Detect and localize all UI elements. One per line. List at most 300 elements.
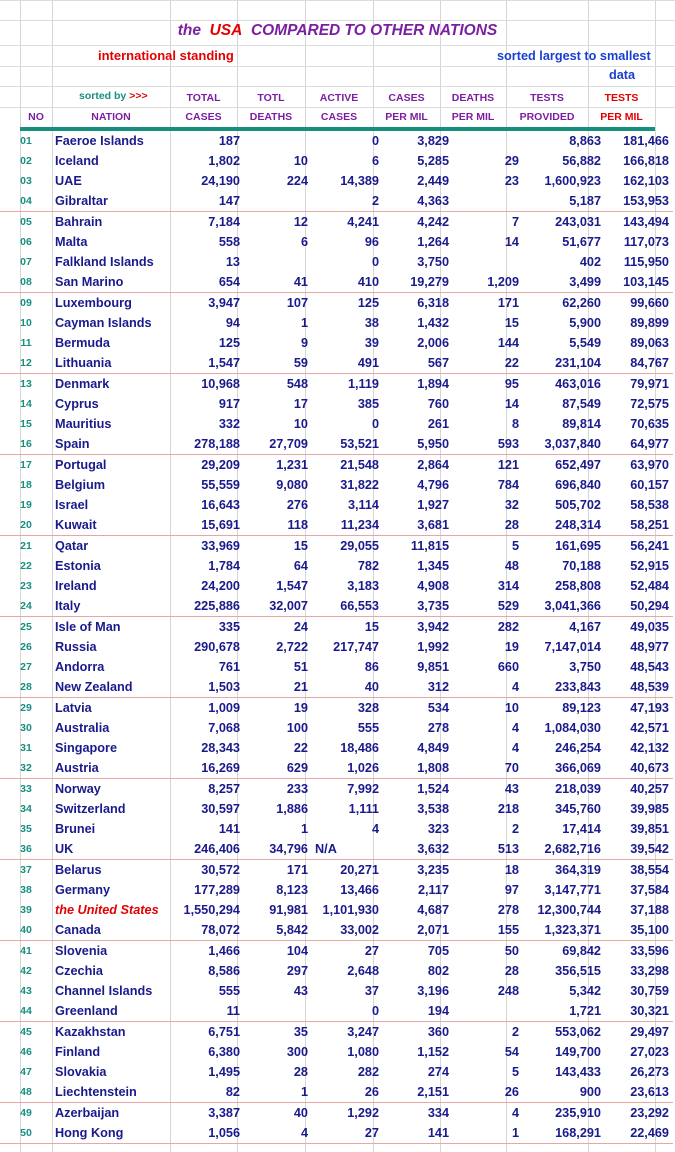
nation-cell: Kazakhstan — [55, 1025, 126, 1039]
tests-per-mil-cell: 52,915 — [630, 559, 669, 573]
cases-per-mil-cell: 1,927 — [417, 498, 449, 512]
cases-per-mil-cell: 705 — [427, 944, 449, 958]
header-provided: PROVIDED — [519, 111, 575, 123]
tests-provided-cell: 2,682,716 — [523, 839, 605, 860]
tests-provided-cell: 5,549 — [569, 336, 601, 350]
cases-per-mil-cell: 278 — [427, 721, 449, 735]
active-cases-cell: 66,553 — [312, 596, 383, 617]
tests-per-mil-cell: 40,673 — [605, 758, 673, 779]
active-cases-cell: 11,234 — [312, 515, 383, 536]
total-deaths-cell: 24 — [293, 620, 308, 634]
row-number-cell: 22 — [20, 560, 32, 572]
active-cases-cell: 31,822 — [340, 478, 379, 492]
tests-provided-cell: 463,016 — [555, 377, 601, 391]
tests-provided-cell: 3,750 — [569, 660, 601, 674]
table-row — [0, 799, 673, 819]
deaths-per-mil-cell — [453, 131, 523, 151]
total-cases-cell: 225,886 — [173, 596, 244, 617]
tests-provided-cell: 900 — [523, 1082, 605, 1103]
tests-per-mil-cell: 48,977 — [630, 640, 669, 654]
cases-per-mil-cell: 360 — [427, 1025, 449, 1039]
tests-per-mil-cell: 48,539 — [605, 677, 673, 698]
active-cases-cell: 491 — [312, 353, 383, 374]
total-deaths-cell: 59 — [244, 353, 312, 374]
tests-provided-cell: 696,840 — [555, 478, 601, 492]
tests-per-mil-cell: 89,063 — [630, 336, 669, 350]
nation-cell: Estonia — [55, 559, 101, 573]
sorted-by-label — [79, 90, 148, 102]
tests-provided-cell: 1,721 — [523, 1001, 605, 1022]
title-highlight: USA — [209, 22, 243, 39]
total-deaths-cell: 17 — [293, 397, 308, 411]
row-number-cell: 46 — [20, 1046, 32, 1058]
header-per-mil-2: PER MIL — [451, 111, 495, 123]
tests-provided-cell: 364,319 — [555, 863, 601, 877]
gridline — [0, 66, 675, 67]
tests-provided-cell: 345,760 — [555, 802, 601, 816]
row-number-cell: 05 — [20, 216, 32, 228]
table-row — [0, 839, 673, 860]
table-row — [0, 475, 673, 495]
tests-provided-cell: 4,167 — [569, 620, 601, 634]
tests-per-mil-cell: 39,542 — [605, 839, 673, 860]
active-cases-cell: 40 — [312, 677, 383, 698]
table-row — [0, 171, 673, 191]
nation-cell: Germany — [55, 883, 111, 897]
tests-provided-cell: 70,188 — [562, 559, 601, 573]
total-cases-cell: 141 — [218, 822, 240, 836]
nation-cell: Luxembourg — [55, 296, 132, 310]
deaths-per-mil-cell: 26 — [453, 1082, 523, 1103]
row-number-cell: 39 — [20, 904, 32, 916]
cases-per-mil-cell: 534 — [427, 701, 449, 715]
nation-cell: Israel — [55, 498, 89, 512]
total-deaths-cell: 35 — [293, 1025, 308, 1039]
table-row — [0, 718, 673, 738]
deaths-per-mil-cell: 314 — [497, 579, 519, 593]
header-deaths: DEATHS — [451, 92, 495, 104]
deaths-per-mil-cell: 5 — [511, 1065, 519, 1079]
nation-cell: Spain — [52, 434, 173, 455]
total-cases-cell: 28,343 — [201, 741, 240, 755]
gridline — [0, 45, 675, 46]
tests-per-mil-cell: 99,660 — [630, 296, 669, 310]
nation-cell: Qatar — [55, 539, 89, 553]
total-deaths-cell: 19 — [293, 701, 308, 715]
deaths-per-mil-cell: 2 — [511, 1025, 519, 1039]
active-cases-cell: 38 — [364, 316, 379, 330]
tests-provided-cell: 1,600,923 — [544, 174, 601, 188]
tests-per-mil-cell: 64,977 — [605, 434, 673, 455]
header-deaths-2: DEATHS — [249, 111, 293, 123]
row-number-cell: 33 — [20, 783, 32, 795]
table-row — [0, 495, 673, 515]
row-number-cell: 47 — [20, 1066, 32, 1078]
row-number-cell: 18 — [20, 479, 32, 491]
total-deaths-cell: 233 — [286, 782, 308, 796]
row-number-cell: 09 — [20, 297, 32, 309]
active-cases-cell: 37 — [364, 984, 379, 998]
cases-per-mil-cell: 3,196 — [417, 984, 449, 998]
deaths-per-mil-cell: 171 — [497, 296, 519, 310]
total-cases-cell: 33,969 — [201, 539, 240, 553]
table-row — [0, 900, 673, 920]
row-number-cell: 06 — [20, 236, 32, 248]
deaths-per-mil-cell: 121 — [497, 458, 519, 472]
row-number-cell: 28 — [0, 677, 52, 698]
table-row — [0, 698, 673, 719]
nation-cell: Cayman Islands — [55, 316, 152, 330]
tests-provided-cell: 168,291 — [523, 1123, 605, 1144]
table-row — [0, 131, 673, 151]
row-number-cell: 35 — [20, 823, 32, 835]
total-cases-cell: 290,678 — [194, 640, 240, 654]
header-tests-sorted: TESTS — [604, 92, 639, 104]
deaths-per-mil-cell — [453, 1001, 523, 1022]
active-cases-cell: 4 — [371, 822, 379, 836]
tests-provided-cell: 89,123 — [562, 701, 601, 715]
tests-per-mil-cell: 37,584 — [630, 883, 669, 897]
total-cases-cell: 147 — [173, 191, 244, 212]
nation-cell: Belgium — [55, 478, 106, 492]
deaths-per-mil-cell — [453, 191, 523, 212]
row-number-cell: 15 — [20, 418, 32, 430]
active-cases-cell: 125 — [357, 296, 379, 310]
tests-per-mil-cell: 56,241 — [630, 539, 669, 553]
deaths-per-mil-cell: 70 — [453, 758, 523, 779]
total-deaths-cell: 5,842 — [244, 920, 312, 941]
active-cases-cell: 0 — [371, 255, 379, 269]
active-cases-cell: 26 — [312, 1082, 383, 1103]
header-tests: TESTS — [530, 92, 564, 104]
active-cases-cell: 328 — [357, 701, 379, 715]
active-cases-cell: 3,114 — [347, 498, 379, 512]
cases-per-mil-cell: 5,285 — [417, 154, 449, 168]
total-deaths-cell: 8,123 — [276, 883, 308, 897]
table-row — [0, 576, 673, 596]
total-deaths-cell: 6 — [300, 235, 308, 249]
cases-per-mil-cell: 3,750 — [417, 255, 449, 269]
row-number-cell: 11 — [20, 337, 32, 349]
nation-cell: San Marino — [52, 272, 173, 293]
tests-per-mil-cell: 29,497 — [630, 1025, 669, 1039]
tests-per-mil-cell: 40,257 — [630, 782, 669, 796]
cases-per-mil-cell: 1,524 — [417, 782, 449, 796]
tests-per-mil-cell: 162,103 — [623, 174, 669, 188]
cases-per-mil-cell: 3,235 — [417, 863, 449, 877]
total-deaths-cell — [244, 191, 312, 212]
tests-provided-cell: 5,900 — [569, 316, 601, 330]
total-cases-cell: 3,387 — [208, 1106, 240, 1120]
nation-cell: Mauritius — [55, 417, 112, 431]
total-cases-cell: 278,188 — [173, 434, 244, 455]
total-deaths-cell: 28 — [293, 1065, 308, 1079]
nation-cell: Azerbaijan — [55, 1106, 120, 1120]
deaths-per-mil-cell: 218 — [497, 802, 519, 816]
deaths-per-mil-cell: 529 — [453, 596, 523, 617]
row-number-cell: 42 — [20, 965, 32, 977]
row-number-cell: 40 — [0, 920, 52, 941]
tests-per-mil-cell: 181,466 — [623, 134, 669, 148]
deaths-per-mil-cell: 593 — [453, 434, 523, 455]
table-row — [0, 191, 673, 212]
table-row — [0, 758, 673, 779]
deaths-per-mil-cell: 97 — [504, 883, 519, 897]
table-row — [0, 455, 673, 476]
deaths-per-mil-cell: 1,209 — [453, 272, 523, 293]
total-deaths-cell: 300 — [286, 1045, 308, 1059]
nation-cell: Cyprus — [55, 397, 99, 411]
nation-cell: Gibraltar — [52, 191, 173, 212]
tests-provided-cell: 1,084,030 — [544, 721, 601, 735]
nation-cell: Ireland — [55, 579, 97, 593]
row-number-cell: 44 — [0, 1001, 52, 1022]
tests-provided-cell: 7,147,014 — [544, 640, 601, 654]
total-deaths-cell: 51 — [293, 660, 308, 674]
row-number-cell: 24 — [0, 596, 52, 617]
deaths-per-mil-cell: 43 — [504, 782, 519, 796]
table-row — [0, 394, 673, 414]
total-cases-cell: 11 — [173, 1001, 244, 1022]
total-deaths-cell: 9,080 — [276, 478, 308, 492]
tests-per-mil-cell: 35,100 — [605, 920, 673, 941]
tests-provided-cell: 56,882 — [562, 154, 601, 168]
nation-cell: Andorra — [55, 660, 105, 674]
total-deaths-cell: 171 — [286, 863, 308, 877]
table-row — [0, 414, 673, 434]
tests-provided-cell: 5,187 — [523, 191, 605, 212]
total-deaths-cell: 32,007 — [244, 596, 312, 617]
cases-per-mil-cell: 274 — [427, 1065, 449, 1079]
tests-provided-cell: 243,031 — [555, 215, 601, 229]
table-row — [0, 637, 673, 657]
total-cases-cell: 558 — [218, 235, 240, 249]
row-number-cell: 30 — [20, 722, 32, 734]
active-cases-cell: 782 — [357, 559, 379, 573]
table-row — [0, 657, 673, 677]
total-deaths-cell: 1,886 — [276, 802, 308, 816]
tests-per-mil-cell: 153,953 — [605, 191, 673, 212]
table-row — [0, 1082, 673, 1103]
table-row — [0, 333, 673, 353]
header-totl: TOTL — [257, 92, 285, 104]
total-cases-cell: 8,257 — [208, 782, 240, 796]
tests-per-mil-cell: 39,985 — [630, 802, 669, 816]
tests-per-mil-cell: 38,554 — [630, 863, 669, 877]
cases-per-mil-cell: 3,829 — [417, 134, 449, 148]
table-row — [0, 252, 673, 272]
nation-cell: Norway — [55, 782, 101, 796]
deaths-per-mil-cell: 513 — [453, 839, 523, 860]
tests-per-mil-cell: 23,613 — [605, 1082, 673, 1103]
total-deaths-cell: 104 — [286, 944, 308, 958]
data-table — [0, 131, 673, 1144]
total-cases-cell: 10,968 — [201, 377, 240, 391]
tests-provided-cell: 553,062 — [555, 1025, 601, 1039]
tests-provided-cell: 231,104 — [523, 353, 605, 374]
cases-per-mil-cell: 6,318 — [417, 296, 449, 310]
gridline — [0, 107, 675, 108]
total-deaths-cell: 12 — [293, 215, 308, 229]
cases-per-mil-cell: 567 — [383, 353, 453, 374]
tests-provided-cell: 246,254 — [555, 741, 601, 755]
table-row — [0, 1042, 673, 1062]
table-row — [0, 151, 673, 171]
cases-per-mil-cell: 4,908 — [417, 579, 449, 593]
deaths-per-mil-cell: 54 — [504, 1045, 519, 1059]
total-cases-cell: 246,406 — [173, 839, 244, 860]
row-number-cell: 27 — [20, 661, 32, 673]
tests-provided-cell: 258,808 — [555, 579, 601, 593]
tests-per-mil-cell: 166,818 — [623, 154, 669, 168]
total-deaths-cell: 10 — [293, 154, 308, 168]
sorted-by-arrows: >>> — [129, 90, 148, 102]
header-cases-2: CASES — [185, 111, 222, 123]
cases-per-mil-cell: 4,242 — [417, 215, 449, 229]
total-cases-cell: 29,209 — [201, 458, 240, 472]
row-number-cell: 14 — [20, 398, 32, 410]
active-cases-cell: 20,271 — [340, 863, 379, 877]
table-row — [0, 880, 673, 900]
total-deaths-cell: 548 — [286, 377, 308, 391]
total-cases-cell: 654 — [173, 272, 244, 293]
tests-provided-cell: 233,843 — [523, 677, 605, 698]
active-cases-cell: 27 — [364, 944, 379, 958]
nation-cell: Italy — [52, 596, 173, 617]
nation-cell: Finland — [55, 1045, 101, 1059]
tests-per-mil-cell: 84,767 — [605, 353, 673, 374]
tests-per-mil-cell: 79,971 — [630, 377, 669, 391]
table-row — [0, 738, 673, 758]
total-cases-cell: 555 — [218, 984, 240, 998]
tests-per-mil-cell: 89,899 — [630, 316, 669, 330]
header-cases: CASES — [388, 92, 425, 104]
total-deaths-cell: 1 — [300, 316, 308, 330]
nation-cell: Lithuania — [52, 353, 173, 374]
deaths-per-mil-cell: 50 — [504, 944, 519, 958]
table-row — [0, 434, 673, 455]
cases-per-mil-cell: 760 — [427, 397, 449, 411]
deaths-per-mil-cell: 660 — [497, 660, 519, 674]
tests-provided-cell: 12,300,744 — [537, 903, 601, 917]
cases-per-mil-cell: 3,632 — [383, 839, 453, 860]
tests-provided-cell: 3,499 — [523, 272, 605, 293]
total-cases-cell: 761 — [218, 660, 240, 674]
gridline — [0, 0, 675, 1]
deaths-per-mil-cell: 4 — [511, 721, 519, 735]
cases-per-mil-cell: 3,735 — [383, 596, 453, 617]
deaths-per-mil-cell: 8 — [511, 417, 519, 431]
tests-per-mil-cell: 47,193 — [630, 701, 669, 715]
tests-provided-cell: 402 — [579, 255, 601, 269]
total-deaths-cell: 64 — [293, 559, 308, 573]
row-number-cell: 12 — [0, 353, 52, 374]
cases-per-mil-cell: 19,279 — [383, 272, 453, 293]
active-cases-cell: 282 — [357, 1065, 379, 1079]
total-deaths-cell: 1 — [300, 822, 308, 836]
total-deaths-cell: 40 — [293, 1106, 308, 1120]
total-deaths-cell: 224 — [286, 174, 308, 188]
tests-per-mil-cell: 30,759 — [630, 984, 669, 998]
total-cases-cell: 1,802 — [208, 154, 240, 168]
row-number-cell: 49 — [20, 1107, 32, 1119]
deaths-per-mil-cell: 22 — [453, 353, 523, 374]
nation-cell: Switzerland — [55, 802, 126, 816]
tests-per-mil-cell: 103,145 — [605, 272, 673, 293]
cases-per-mil-cell: 4,796 — [417, 478, 449, 492]
active-cases-cell: 29,055 — [340, 539, 379, 553]
tests-per-mil-cell: 33,298 — [630, 964, 669, 978]
tests-per-mil-cell: 72,575 — [630, 397, 669, 411]
nation-cell: Hong Kong — [52, 1123, 173, 1144]
tests-provided-cell: 366,069 — [523, 758, 605, 779]
total-cases-cell: 332 — [218, 417, 240, 431]
tests-provided-cell: 5,342 — [569, 984, 601, 998]
row-number-cell: 43 — [20, 985, 32, 997]
deaths-per-mil-cell: 282 — [497, 620, 519, 634]
tests-provided-cell: 248,314 — [523, 515, 605, 536]
tests-provided-cell: 89,814 — [562, 417, 601, 431]
active-cases-cell: 33,002 — [312, 920, 383, 941]
tests-provided-cell: 69,842 — [562, 944, 601, 958]
total-cases-cell: 917 — [218, 397, 240, 411]
deaths-per-mil-cell: 155 — [453, 920, 523, 941]
row-number-cell: 36 — [0, 839, 52, 860]
table-row — [0, 313, 673, 333]
row-number-cell: 10 — [20, 317, 32, 329]
total-cases-cell: 82 — [173, 1082, 244, 1103]
row-number-cell: 32 — [0, 758, 52, 779]
nation-cell: Australia — [55, 721, 110, 735]
total-deaths-cell: 27,709 — [244, 434, 312, 455]
nation-cell: Iceland — [55, 154, 99, 168]
cases-per-mil-cell: 1,992 — [417, 640, 449, 654]
tests-per-mil-cell: 30,321 — [605, 1001, 673, 1022]
table-row — [0, 272, 673, 293]
active-cases-cell: 21,548 — [340, 458, 379, 472]
row-number-cell: 26 — [20, 641, 32, 653]
cases-per-mil-cell: 2,449 — [417, 174, 449, 188]
tests-per-mil-cell: 63,970 — [630, 458, 669, 472]
tests-per-mil-cell: 37,188 — [630, 903, 669, 917]
deaths-per-mil-cell: 144 — [497, 336, 519, 350]
total-cases-cell: 6,751 — [208, 1025, 240, 1039]
cases-per-mil-cell: 1,808 — [383, 758, 453, 779]
nation-cell: Austria — [52, 758, 173, 779]
total-cases-cell: 30,597 — [201, 802, 240, 816]
header-active: ACTIVE — [319, 92, 359, 104]
total-cases-cell: 7,184 — [208, 215, 240, 229]
row-number-cell: 08 — [0, 272, 52, 293]
total-cases-cell: 1,495 — [208, 1065, 240, 1079]
row-number-cell: 25 — [20, 621, 32, 633]
nation-cell: Brunei — [55, 822, 96, 836]
tests-provided-cell: 3,037,840 — [523, 434, 605, 455]
total-deaths-cell — [244, 1001, 312, 1022]
table-row — [0, 353, 673, 374]
nation-cell: Greenland — [52, 1001, 173, 1022]
table-row — [0, 556, 673, 576]
row-number-cell: 48 — [0, 1082, 52, 1103]
cases-per-mil-cell: 11,815 — [410, 539, 449, 553]
tests-per-mil-cell: 39,851 — [630, 822, 669, 836]
header-nation: NATION — [91, 111, 131, 123]
cases-per-mil-cell: 2,864 — [417, 458, 449, 472]
total-deaths-cell: 34,796 — [244, 839, 312, 860]
row-number-cell: 02 — [20, 155, 32, 167]
tests-per-mil-cell: 42,571 — [630, 721, 669, 735]
cases-per-mil-cell: 1,345 — [417, 559, 449, 573]
